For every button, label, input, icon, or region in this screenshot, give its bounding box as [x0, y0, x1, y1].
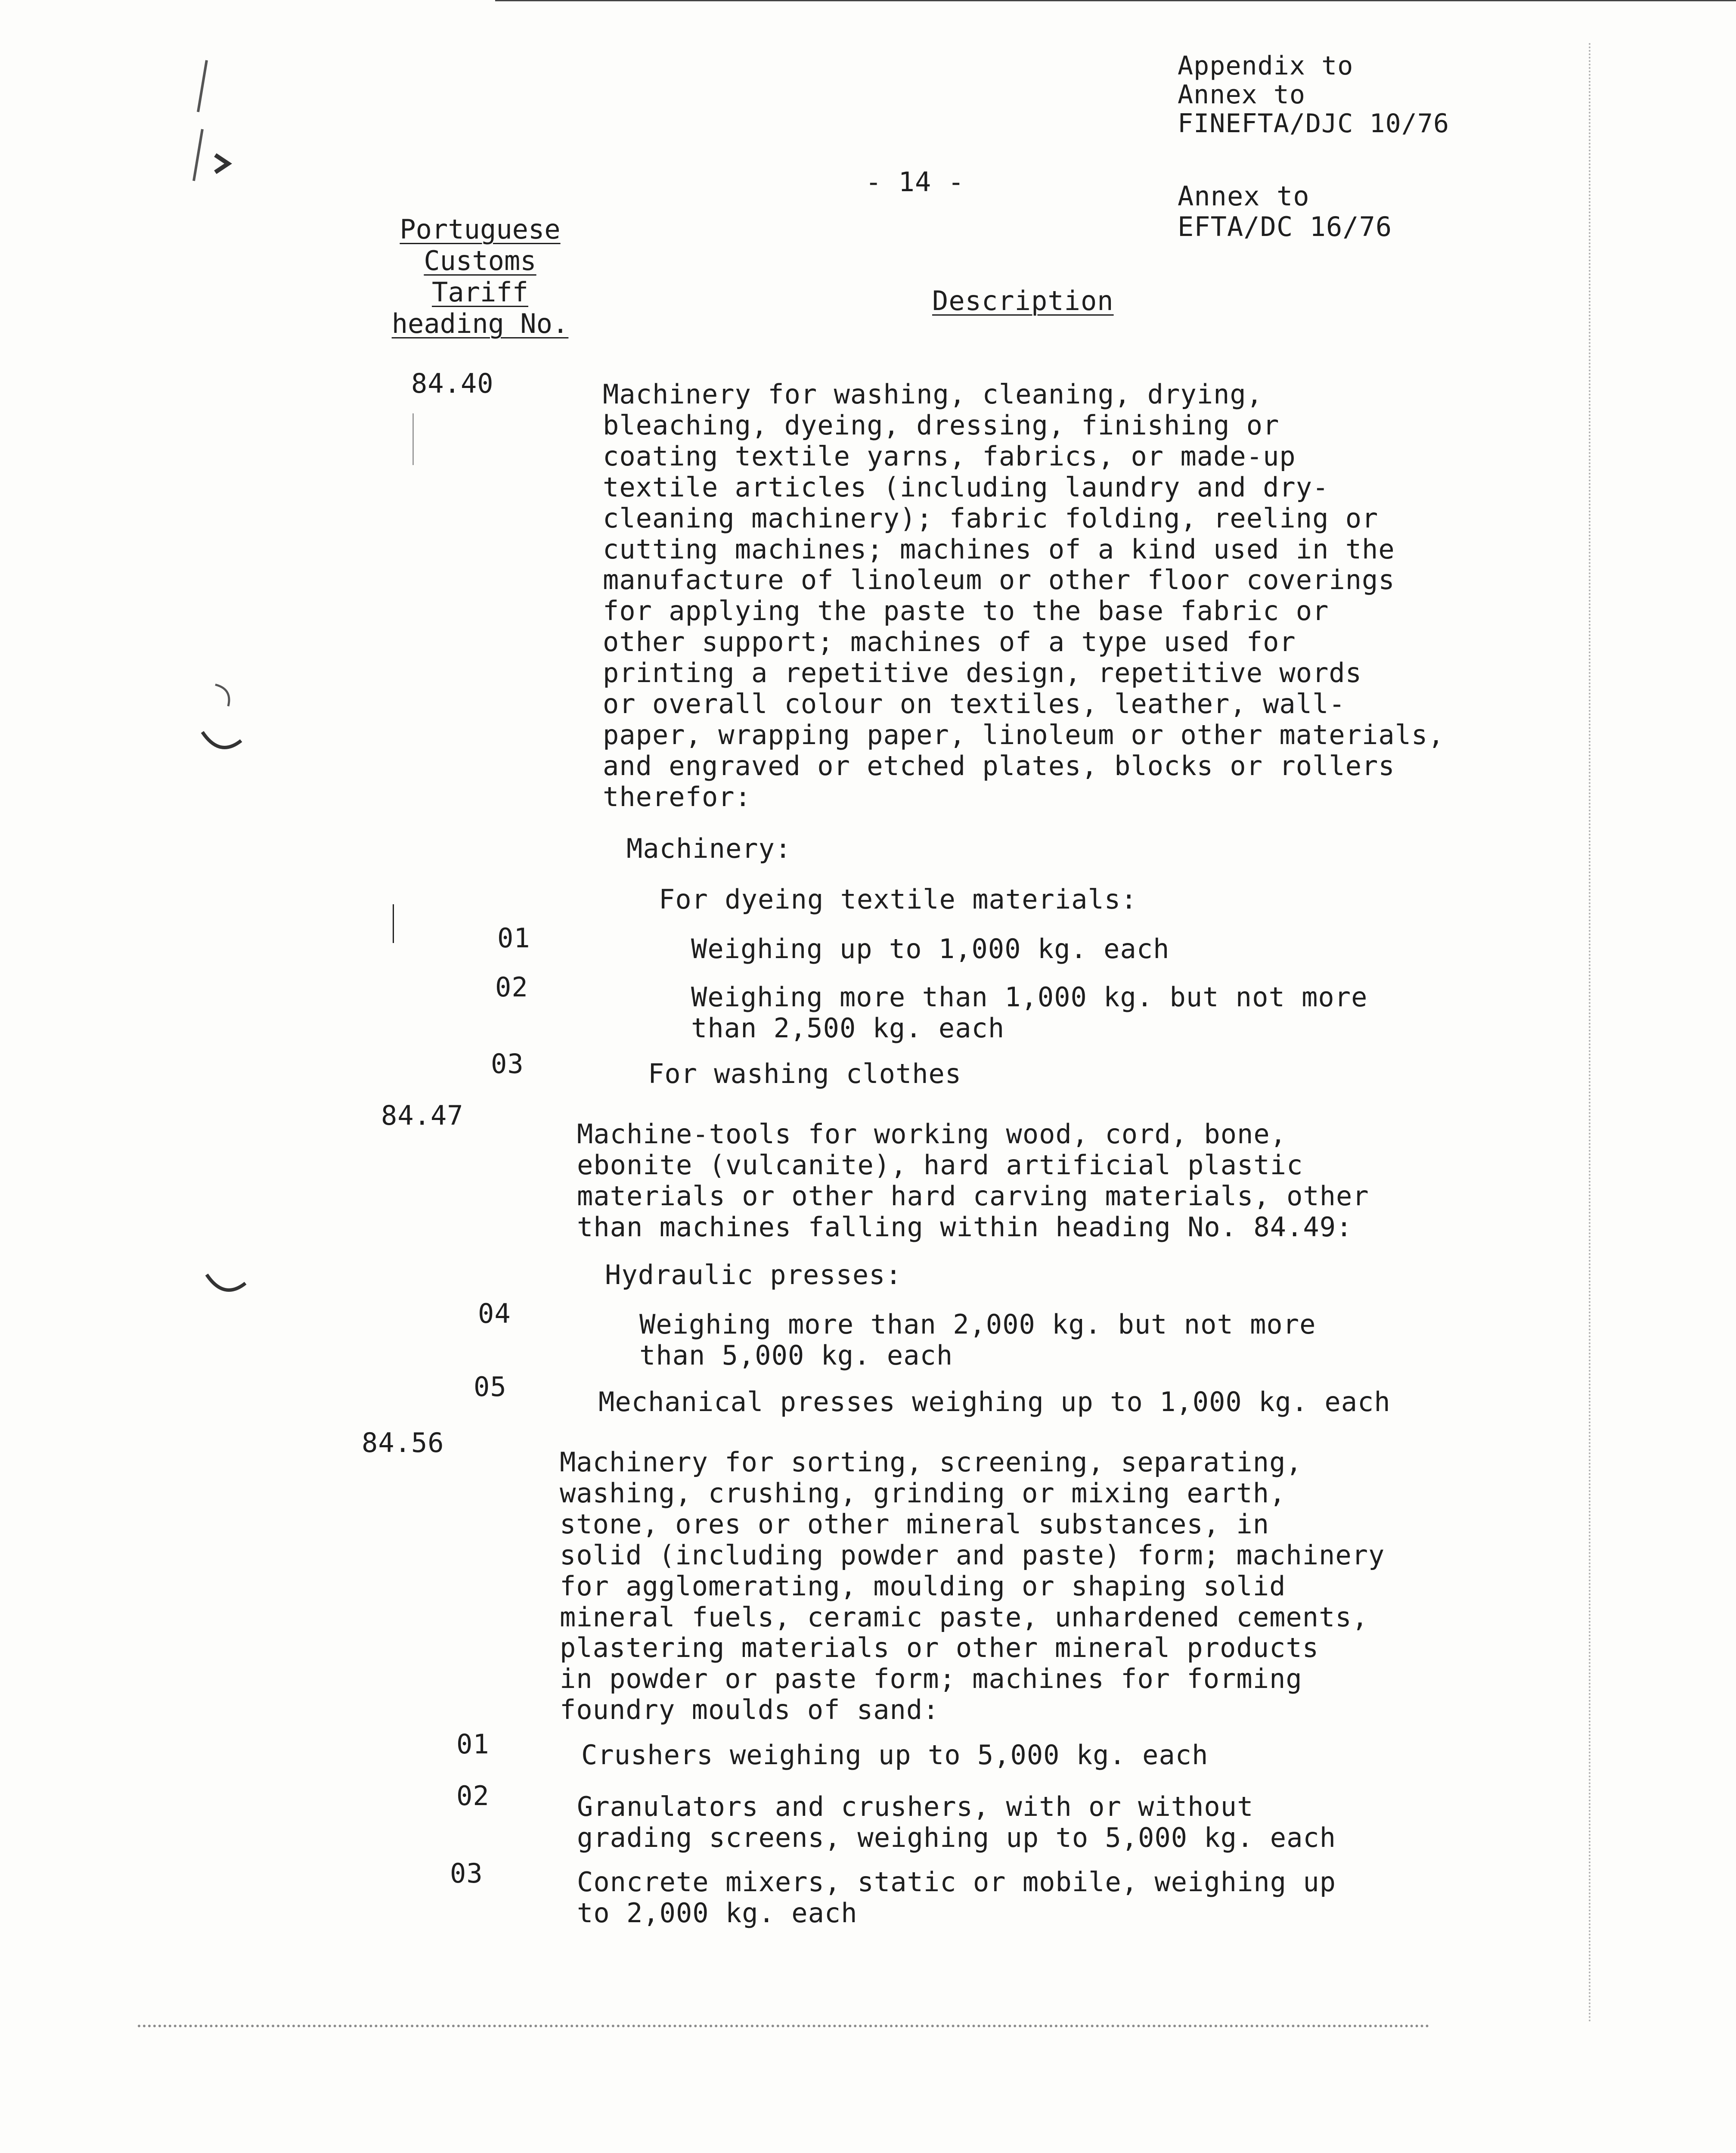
scan-top-edge [495, 0, 1736, 1]
page-number: - 14 - [865, 166, 964, 198]
description-heading: Description [932, 285, 1114, 316]
item-code: 02 [456, 1780, 490, 1812]
tariff-heading-84-47: 84.47 [381, 1100, 464, 1131]
tariff-heading-84-40: 84.40 [411, 368, 494, 399]
item-text: For washing clothes [648, 1058, 962, 1089]
sub-heading-machinery: Machinery: [626, 833, 792, 864]
item-code: 05 [474, 1371, 507, 1402]
sub-heading-dyeing: For dyeing textile materials: [659, 884, 1138, 915]
margin-tick [393, 904, 394, 943]
description-84-47: Machine-tools for working wood, cord, bone, ebonite (vulcanite), hard artificial plastic materials or other hard carving materials, other than machines falling within heading No. 84.49: [577, 1118, 1369, 1243]
item-text: Granulators and crushers, with or without grading screens, weighing up to 5,000 kg. each [577, 1791, 1336, 1853]
item-text: Mechanical presses weighing up to 1,000 kg. each [598, 1386, 1391, 1418]
right-margin-artifact [1589, 43, 1592, 2024]
item-code: 01 [456, 1728, 490, 1760]
sub-heading-hydraulic-presses: Hydraulic presses: [605, 1259, 902, 1291]
item-code: 01 [497, 922, 530, 954]
scan-artifact-line [138, 2025, 1429, 2027]
binding-mark-icon [198, 1266, 258, 1305]
margin-tick [412, 413, 414, 465]
item-text: Weighing up to 1,000 kg. each [691, 933, 1170, 965]
appendix-reference: Appendix to Annex to FINEFTA/DJC 10/76 [1178, 51, 1450, 139]
binding-mark-icon [189, 672, 258, 766]
tariff-heading-84-56: 84.56 [362, 1427, 444, 1458]
item-text: Concrete mixers, static or mobile, weighing up to 2,000 kg. each [577, 1866, 1336, 1929]
item-code: 02 [495, 971, 528, 1003]
punch-hole-mark-icon [155, 52, 258, 198]
description-84-56: Machinery for sorting, screening, separating, washing, crushing, grinding or mixing earth, stone, ores or other mineral substances, in solid (including powder and paste) form; machinery for agglomerating, moulding or shaping solid mineral fuels, ceramic paste, unhardened cements, plastering materials or other mineral products in powder or paste form; machines for forming foundry moulds of sand: [560, 1446, 1385, 1726]
item-text: Weighing more than 1,000 kg. but not more than 2,500 kg. each [691, 981, 1368, 1044]
annex-reference: Annex to EFTA/DC 16/76 [1178, 180, 1392, 243]
item-code: 03 [450, 1858, 483, 1889]
item-text: Weighing more than 2,000 kg. but not more than 5,000 kg. each [639, 1309, 1316, 1371]
description-84-40: Machinery for washing, cleaning, drying, bleaching, dyeing, dressing, finishing or coating textile yarns, fabrics, or made-up textile articles (including laundry and dry- cleaning machinery); fabric folding, reeling or cutting machines; machines of a kind used in the manufacture of linoleum or other floor coverings for applying the paste to the base fabric or other support; machines of a type used for printing a repetitive design, repetitive words or overall colour on textiles, leather, wall- paper, wrapping paper, linoleum or other materials, and engraved or etched plates, blocks or rollers therefor: [603, 378, 1445, 813]
item-code: 04 [478, 1298, 511, 1329]
tariff-heading-column-title: Portuguese Customs Tariff heading No. [391, 214, 569, 340]
item-code: 03 [491, 1048, 524, 1080]
item-text: Crushers weighing up to 5,000 kg. each [581, 1739, 1209, 1771]
